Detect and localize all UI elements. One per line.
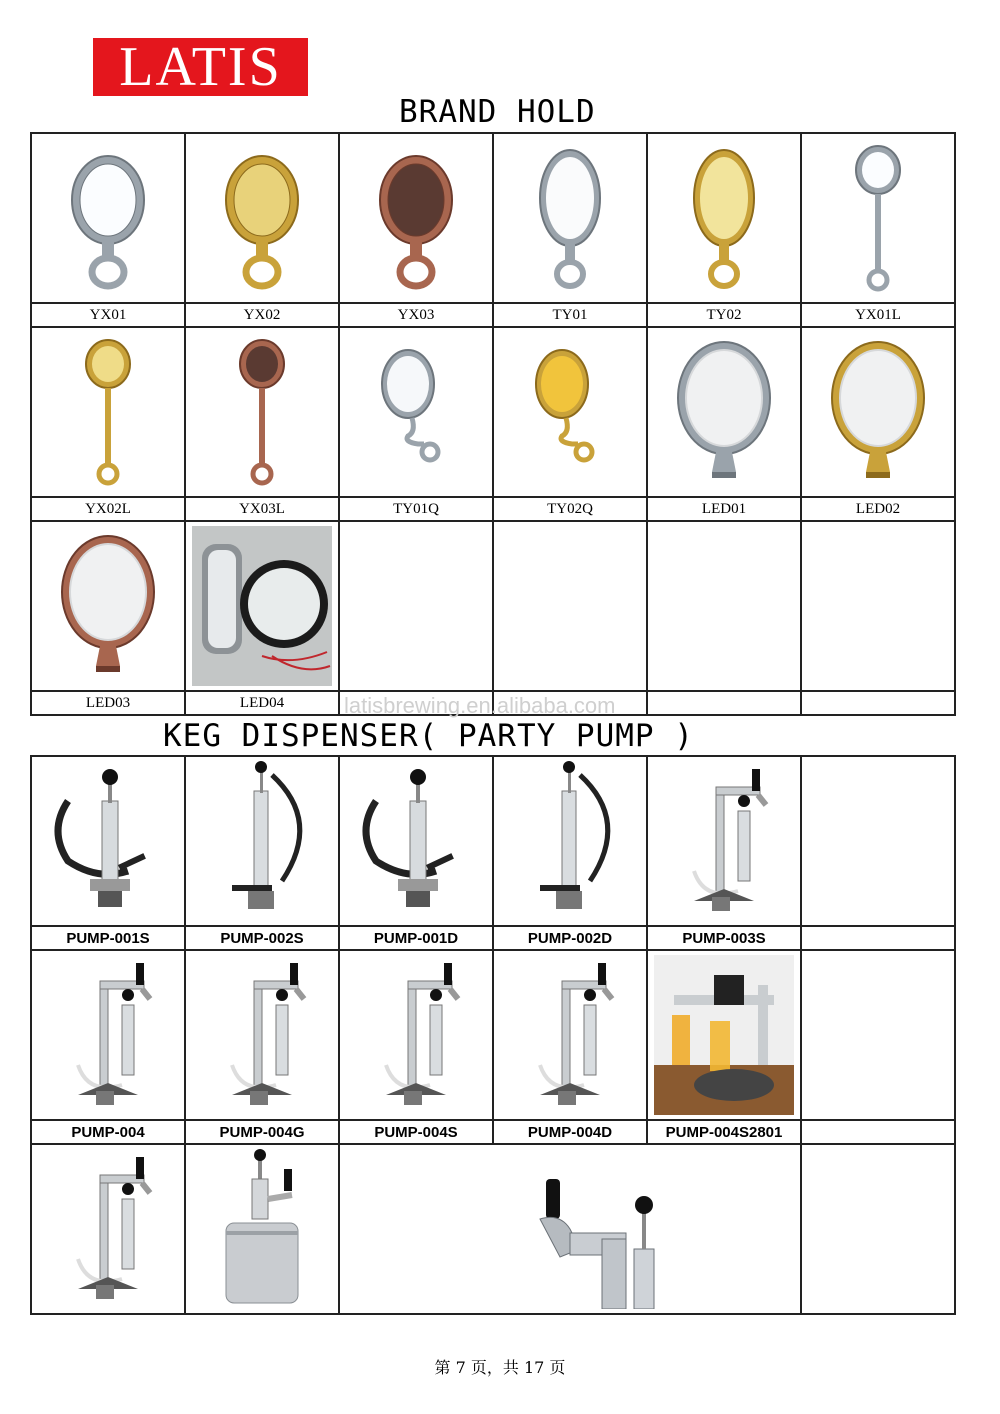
product-label: TY02Q: [547, 500, 593, 517]
brand-hold-title: BRAND HOLD: [399, 94, 596, 130]
product-cell-pump-003s: [648, 757, 802, 951]
product-label: YX02L: [85, 500, 131, 517]
empty-image-area: [494, 522, 646, 692]
party-pump-001s-image: [32, 757, 184, 927]
product-label: YX02: [243, 306, 281, 323]
product-cell-pump-001s: [32, 757, 186, 951]
keg-dispenser-grid: [30, 755, 956, 1315]
product-cell-faucet-closeup: [340, 1145, 802, 1315]
product-cell-pump-001d: [340, 757, 494, 951]
party-pump-004s-image: [340, 951, 492, 1121]
tap-handle-led01-image: [648, 328, 800, 498]
tap-handle-yx02-image: [186, 134, 338, 304]
product-label: PUMP-003S: [682, 929, 766, 947]
product-label: TY01: [552, 306, 588, 323]
product-cell-yx03: [340, 134, 494, 328]
product-cell-pump-002d: [494, 757, 648, 951]
product-label: PUMP-004G: [219, 1123, 305, 1141]
product-cell-pump-004g: [186, 951, 340, 1145]
product-label: [648, 692, 800, 714]
empty-cell: [648, 522, 802, 716]
empty-cell: [802, 522, 956, 716]
empty-image-area: [802, 522, 954, 692]
keg-dispenser-title: KEG DISPENSER( PARTY PUMP ): [163, 718, 694, 754]
product-label: YX01L: [855, 306, 901, 323]
tap-handle-ty02-image: [648, 134, 800, 304]
party-pump-004-image: [32, 951, 184, 1121]
product-cell-ty02q: [494, 328, 648, 522]
tap-handle-ty01q-image: [340, 328, 492, 498]
product-cell-led03: [32, 522, 186, 716]
product-label: LED01: [701, 500, 747, 517]
empty-image-area: [648, 522, 800, 692]
product-cell-unlabeled-1: [32, 1145, 186, 1315]
party-pump-004g-image: [186, 951, 338, 1121]
product-cell-yx03l: [186, 328, 340, 522]
tap-handle-ty01-image: [494, 134, 646, 304]
product-cell-yx01l: [802, 134, 956, 328]
party-pump-003s-image: [648, 757, 800, 927]
product-cell-pump-004d: [494, 951, 648, 1145]
product-label: TY02: [706, 306, 742, 323]
empty-cell: [802, 951, 956, 1145]
product-label: PUMP-004D: [527, 1123, 613, 1141]
tap-handle-yx03-image: [340, 134, 492, 304]
empty-cell: [340, 522, 494, 716]
product-label: PUMP-001S: [66, 929, 150, 947]
empty-image-area: [340, 522, 492, 692]
tap-handle-led02-image: [802, 328, 954, 498]
product-cell-pump-004s2801: [648, 951, 802, 1145]
empty-cell: [494, 522, 648, 716]
product-cell-pump-002s: [186, 757, 340, 951]
product-cell-yx02: [186, 134, 340, 328]
tap-handle-ty02q-image: [494, 328, 646, 498]
product-cell-yx02l: [32, 328, 186, 522]
product-cell-ty01q: [340, 328, 494, 522]
party-pump-004d-image: [494, 951, 646, 1121]
product-label: [802, 927, 954, 949]
product-label: YX03: [397, 306, 435, 323]
product-label: TY01Q: [393, 500, 439, 517]
latis-logo: LATIS: [93, 38, 308, 96]
product-label: LED04: [239, 694, 285, 711]
empty-cell: [802, 1145, 956, 1315]
watermark: latisbrewing.en.alibaba.com: [344, 693, 616, 718]
product-cell-led02: [802, 328, 956, 522]
product-label: YX01: [89, 306, 127, 323]
party-pump-002d-image: [494, 757, 646, 927]
product-cell-led04: [186, 522, 340, 716]
party-pump-001d-image: [340, 757, 492, 927]
product-cell-pump-004: [32, 951, 186, 1145]
product-cell-yx01: [32, 134, 186, 328]
product-label: PUMP-002D: [527, 929, 613, 947]
empty-image-area: [802, 757, 954, 927]
party-pump-004s2801-photo: [648, 951, 800, 1121]
product-label: PUMP-004: [71, 1123, 145, 1141]
brand-hold-grid: [30, 132, 956, 716]
product-label: PUMP-004S: [374, 1123, 458, 1141]
tap-handle-yx03l-image: [186, 328, 338, 498]
tap-handle-led03-image: [32, 522, 184, 692]
faucet-closeup-image: [340, 1145, 800, 1313]
product-cell-led01: [648, 328, 802, 522]
tap-handle-yx02l-image: [32, 328, 184, 498]
empty-cell: [802, 757, 956, 951]
product-cell-unlabeled-2: [186, 1145, 340, 1315]
empty-image-area: [802, 951, 954, 1121]
page-footer: 第 7 页，共 17 页: [434, 1358, 566, 1377]
mini-keg-pump-image: [186, 1145, 338, 1313]
product-cell-pump-004s: [340, 951, 494, 1145]
tap-handle-yx01-image: [32, 134, 184, 304]
product-label: PUMP-002S: [220, 929, 304, 947]
empty-image-area: [802, 1145, 954, 1313]
product-label: PUMP-004S2801: [665, 1123, 783, 1141]
party-pump-002s-image: [186, 757, 338, 927]
product-label: YX03L: [239, 500, 285, 517]
product-cell-ty02: [648, 134, 802, 328]
party-pump-faucet-image: [32, 1145, 184, 1313]
product-label: [802, 1121, 954, 1143]
tap-handle-yx01l-image: [802, 134, 954, 304]
product-label: [802, 692, 954, 714]
product-label: LED02: [855, 500, 901, 517]
tap-handle-led04-image: [186, 522, 338, 692]
product-cell-ty01: [494, 134, 648, 328]
product-label: PUMP-001D: [373, 929, 459, 947]
product-label: LED03: [85, 694, 131, 711]
